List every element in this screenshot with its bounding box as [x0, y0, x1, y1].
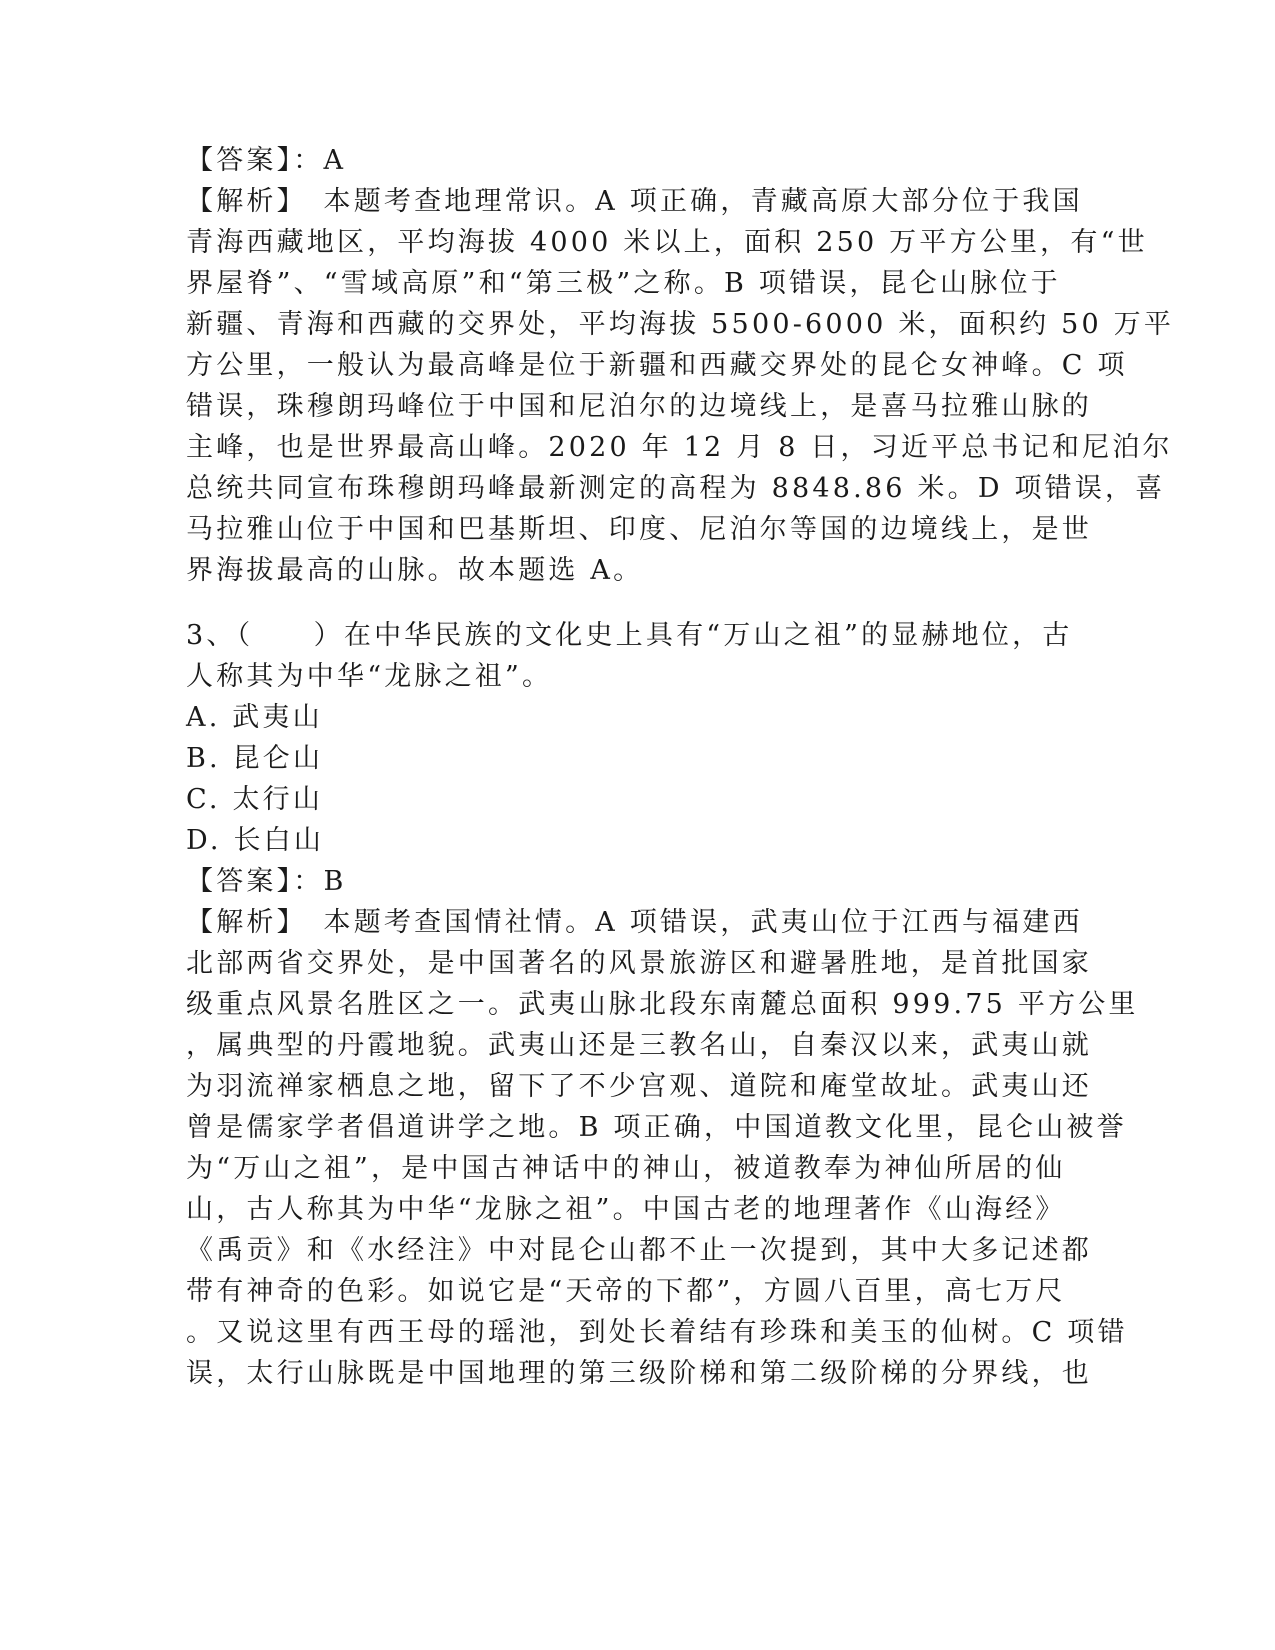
q2-analysis-line: 主峰，也是世界最高山峰。2020 年 12 月 8 日，习近平总书记和尼泊尔 — [186, 432, 1173, 463]
q3-analysis-line: 【解析】 本题考查国情社情。A 项错误，武夷山位于江西与福建西 — [186, 907, 1083, 938]
q2-analysis-line: 【解析】 本题考查地理常识。A 项正确，青藏高原大部分位于我国 — [186, 186, 1083, 217]
q3-analysis-line: 《禹贡》和《水经注》中对昆仑山都不止一次提到，其中大多记述都 — [186, 1235, 1092, 1266]
q3-analysis-line: 山，古人称其为中华“龙脉之祖”。中国古老的地理著作《山海经》 — [186, 1194, 1066, 1225]
q3-option-c: C. 太行山 — [186, 784, 324, 815]
q3-analysis-line: 带有神奇的色彩。如说它是“天帝的下都”，方圆八百里，高七万尺 — [186, 1276, 1066, 1307]
q2-analysis-line: 马拉雅山位于中国和巴基斯坦、印度、尼泊尔等国的边境线上，是世 — [186, 514, 1092, 545]
q3-analysis-line: 为羽流禅家栖息之地，留下了不少宫观、道院和庵堂故址。武夷山还 — [186, 1071, 1092, 1102]
q3-option-b: B. 昆仑山 — [186, 743, 324, 774]
q2-analysis-line: 界海拔最高的山脉。故本题选 A。 — [186, 555, 644, 586]
q3-analysis-line: ，属典型的丹霞地貌。武夷山还是三教名山，自秦汉以来，武夷山就 — [186, 1030, 1092, 1061]
q3-option-a: A. 武夷山 — [186, 702, 323, 733]
q2-answer: 【答案】：A — [186, 145, 347, 176]
q3-option-d: D. 长白山 — [186, 825, 325, 856]
q3-stem-line: 3、（ ）在中华民族的文化史上具有“万山之祖”的显赫地位，古 — [186, 620, 1073, 651]
q3-analysis-line: 级重点风景名胜区之一。武夷山脉北段东南麓总面积 999.75 平方公里 — [186, 989, 1139, 1020]
q3-answer: 【答案】：B — [186, 866, 347, 897]
q3-analysis-line: 曾是儒家学者倡道讲学之地。B 项正确，中国道教文化里，昆仑山被誉 — [186, 1112, 1127, 1143]
q2-analysis-line: 界屋脊”、“雪域高原”和“第三极”之称。B 项错误，昆仑山脉位于 — [186, 268, 1061, 299]
q3-analysis-line: 误，太行山脉既是中国地理的第三级阶梯和第二级阶梯的分界线，也 — [186, 1358, 1092, 1389]
q3-stem-line: 人称其为中华“龙脉之祖”。 — [186, 661, 553, 692]
q2-analysis-line: 青海西藏地区，平均海拔 4000 米以上，面积 250 万平方公里，有“世 — [186, 227, 1148, 258]
q2-analysis-line: 新疆、青海和西藏的交界处，平均海拔 5500-6000 米，面积约 50 万平 — [186, 309, 1175, 340]
q3-analysis-line: 北部两省交界处，是中国著名的风景旅游区和避暑胜地，是首批国家 — [186, 948, 1092, 979]
q2-analysis-line: 错误，珠穆朗玛峰位于中国和尼泊尔的边境线上，是喜马拉雅山脉的 — [186, 391, 1092, 422]
q3-analysis-line: 为“万山之祖”，是中国古神话中的神山，被道教奉为神仙所居的仙 — [186, 1153, 1066, 1184]
q2-analysis-line: 总统共同宣布珠穆朗玛峰最新测定的高程为 8848.86 米。D 项错误，喜 — [186, 473, 1166, 504]
q3-analysis-line: 。又说这里有西王母的瑶池，到处长着结有珍珠和美玉的仙树。C 项错 — [186, 1317, 1128, 1348]
q2-analysis-line: 方公里，一般认为最高峰是位于新疆和西藏交界处的昆仑女神峰。C 项 — [186, 350, 1128, 381]
